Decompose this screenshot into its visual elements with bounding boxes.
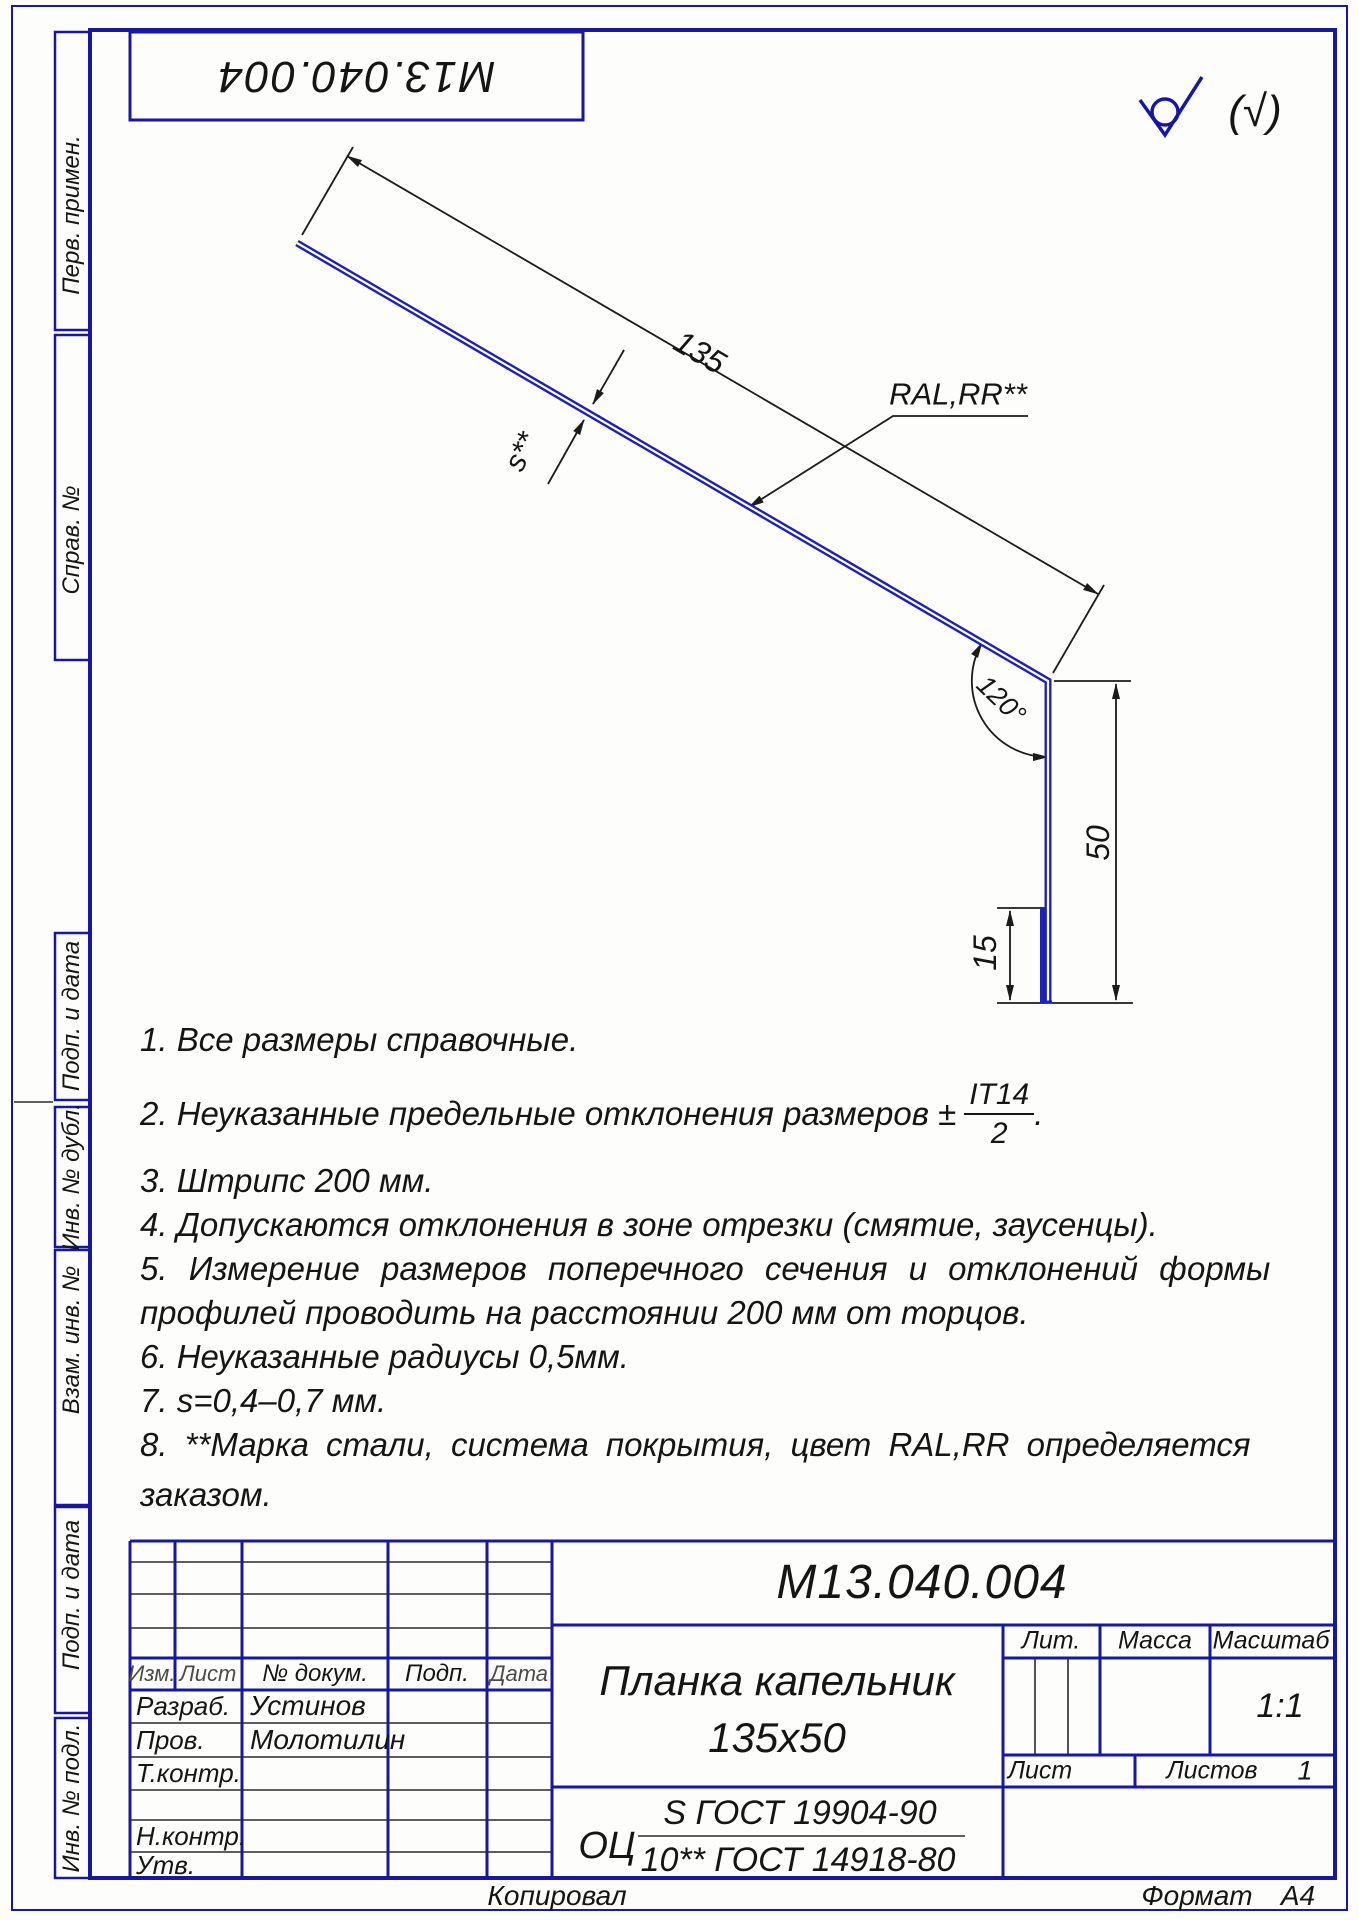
scale-value: 1:1 <box>1256 1687 1304 1725</box>
surface-finish-icon <box>1140 77 1202 135</box>
name-prov: Молотилин <box>250 1724 406 1755</box>
part-name-line1: Планка капельник <box>599 1657 955 1704</box>
note-2-text: 2. Неуказанные предельные отклонения размеров ± <box>140 1094 957 1132</box>
note-7: 7. s=0,4–0,7 мм. <box>140 1382 387 1419</box>
margin-label-vzam-inv: Взам. инв. № <box>58 1265 85 1415</box>
note-2 <box>140 1078 1043 1150</box>
listov-value: 1 <box>1297 1755 1313 1786</box>
material-denominator: 10** ГОСТ 14918-80 <box>640 1841 956 1879</box>
role-utv: Утв. <box>136 1850 196 1880</box>
header-izm: Изм. <box>128 1661 176 1686</box>
material-prefix: ОЦ <box>578 1825 636 1867</box>
listov-label: Листов <box>1166 1756 1258 1785</box>
note-5-line1: 5. Измерение размеров поперечного сечения и отклонений формы <box>140 1250 1271 1287</box>
margin-label-sprav-no: Справ. № <box>58 485 85 595</box>
header-docnum: № докум. <box>262 1660 368 1687</box>
thickness-label: s** <box>498 427 545 477</box>
list-label: Лист <box>1007 1756 1073 1785</box>
note-2-period: . <box>1034 1094 1044 1132</box>
margin-label-inv-podl: Инв. № подл. <box>58 1723 85 1873</box>
dim-height-label: 50 <box>1080 825 1116 861</box>
margin-label-inv-dubl: Инв. № дубл. <box>58 1103 85 1251</box>
role-razrab: Разраб. <box>136 1691 231 1721</box>
massa-header: Масса <box>1118 1626 1192 1655</box>
note-8-line1: 8. **Марка стали, система покрытия, цвет RAL,RR определяется <box>140 1426 1251 1463</box>
coating-label: RAL,RR** <box>889 376 1027 412</box>
note-5-line2: профилей проводить на расстоянии 200 мм от торцов. <box>140 1294 1029 1331</box>
note-3: 3. Штрипс 200 мм. <box>140 1162 434 1199</box>
note-1: 1. Все размеры справочные. <box>140 1021 579 1058</box>
material-numerator: S ГОСТ 19904-90 <box>663 1794 937 1832</box>
dim-hem-label: 15 <box>967 935 1003 971</box>
name-razrab: Устинов <box>250 1690 366 1721</box>
note-6: 6. Неуказанные радиусы 0,5мм. <box>140 1338 629 1375</box>
margin-label-podp-data-1: Подп. и дата <box>58 940 85 1092</box>
note-4: 4. Допускаются отклонения в зоне отрезки (смятие, заусенцы). <box>140 1206 1158 1243</box>
masshtab-header: Масштаб <box>1212 1626 1330 1655</box>
role-prov: Пров. <box>136 1725 205 1755</box>
surface-finish-note: (√) <box>1228 87 1282 136</box>
note-8-line2: заказом. <box>140 1476 272 1513</box>
role-nkontr: Н.контр. <box>136 1821 247 1851</box>
part-name-line2: 135х50 <box>708 1714 846 1761</box>
note-2-frac-den: 2 <box>990 1117 1008 1150</box>
header-data: Дата <box>489 1661 549 1686</box>
copied-label: Копировал <box>487 1880 627 1911</box>
margin-label-perv-primen: Перв. примен. <box>58 135 85 295</box>
dim-angle-label: 120° <box>970 669 1032 730</box>
header-podp: Подп. <box>405 1660 469 1687</box>
dim-length-label: 135 <box>667 323 733 381</box>
header-list: Лист <box>179 1661 237 1686</box>
margin-label-podp-data-2: Подп. и дата <box>58 1519 85 1671</box>
role-tkontr: Т.контр. <box>136 1758 241 1788</box>
note-2-frac-num: IT14 <box>964 1078 1034 1115</box>
note-2-fraction <box>964 1078 1034 1150</box>
lit-header: Лит. <box>1021 1626 1081 1655</box>
titleblock-doc-number: М13.040.004 <box>776 1556 1068 1609</box>
format-value: А4 <box>1280 1880 1316 1911</box>
format-label: Формат <box>1141 1880 1253 1911</box>
stamp-doc-number: М13.040.004 <box>216 52 496 101</box>
